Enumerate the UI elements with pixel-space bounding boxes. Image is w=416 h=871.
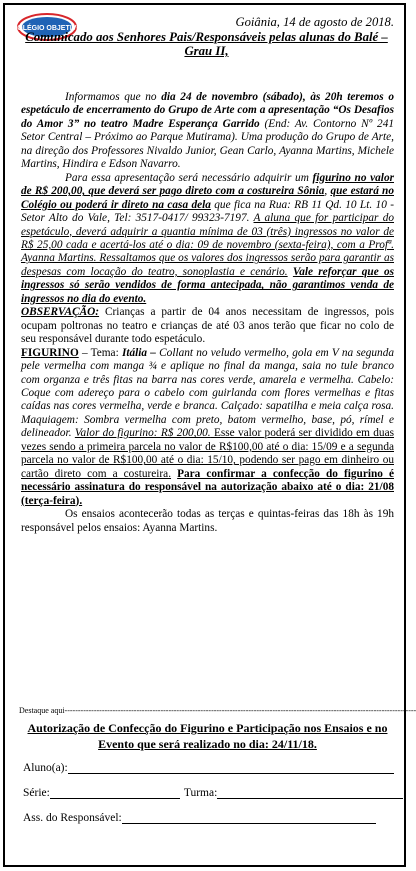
p2-advance-sale: Vale reforçar que os ingressos só serão vendidos de forma antecipada, não garantimos venda de ingressos no dia do evento. [21,265,395,305]
paragraph-costume: FIGURINO – Tema: Itália – Collant no veludo vermelho, gola em V na segunda pele vermelha com manga ¾ e aplique no final da manga, saia no tule branco com organza e três fitas na barra nas cores verde, amarela e vermelha. Cabelo: Coque com adereço para o cabelo com guirlanda com flores vermelhas e fitas caídas nas cores vermelha, verde e branca. Calçado: sapatilha e meia calça rosa. Maquiagem: Sombra vermelha com preto, batom vermelho, base, pó, rímel e delineador. Valor do figurino: R$ 200,00. Esse valor poderá ser dividido em duas vezes sendo a primeira parcela no valor de R$100,00 até o dia: 15/09 e a segunda parcela no valor de R$100,00 até o dia: 15/10, podendo ser pago em dinheiro ou cartão direto com a costureira. Para confirmar a confecção do figurino é necessário assinatura do responsável na autorização abaixo até o dia: 21/08 (terça-feira). [21,346,394,507]
signature-field[interactable] [122,811,376,824]
grade-class-row [23,786,403,799]
costume-description: Collant no veludo vermelho, gola em V na segunda pele vermelha com manga ¾ e aplique no final da manga, saia no tule branco com organza e três fitas na barra nas cores verde, amarela e vermelha. Cabelo: Coque com adereço para o cabelo com guirlanda com flores vermelhas e fitas caídas nas cores vermelha, verde e branca. Calçado: sapatilha e meia calça rosa. Maquiagem: Sombra vermelha com preto, batom vermelho, base, pó, rímel e delineador. [21,346,394,440]
grade-label: Série: [23,787,50,799]
student-name-row [23,761,394,774]
paragraph-observation [21,306,394,346]
authorization-title: Autorização de Confecção do Figurino e Participação nos Ensaios e no Evento que será realizado no dia: 24/11/18. [27,721,388,751]
svg-text:COLÉGIO OBJETIVO: COLÉGIO OBJETIVO [12,25,82,32]
cut-here-line: Destaque aqui------------------------------------------------------------------------------------------------------------------------------------ [19,706,416,715]
signature-label: Ass. do Responsável: [23,812,122,824]
p2-seamstress: que estará no Colégio ou poderá ir direto na casa dela [21,185,394,211]
grade-field[interactable] [50,786,180,799]
costume-price: Valor do figurino: R$ 200,00. [74,427,211,440]
class-field[interactable] [217,786,403,799]
costume-theme: Itália – [121,346,156,359]
costume-installments: Esse valor poderá ser dividido em duas vezes sendo a primeira parcela no valor de R$100,00 até o dia: 15/09 e a segunda parcela no valor de R$100,00 até o dia: 15/10, podendo ser pago em dinheiro ou cartão direto com a costureira. [21,427,394,480]
p2-tickets: A aluna que for participar do espetáculo, deverá adquirir a quantia mínima de 03 (três) ingressos no valor de R$ 25,00 cada e acertá-los até o dia: 09 de novembro (sexta-feira), com a Profª. Ayanna Martins. Ressaltamos que os valores dos ingressos serão para garantir as despesas com locação do teatro, sonoplastia e cenário. [21,212,394,278]
signature-row [23,811,376,824]
p2-costume-price: figurino no valor de R$ 200,00, que deverá ser pago direto com a costureira Sônia [21,171,394,198]
letter-body [21,91,394,535]
paragraph-rehearsals: Os ensaios acontecerão todas as terças e quintas-feiras das 18h às 19h responsável pelos ensaios: Ayanna Martins. [21,508,394,534]
letter-date: Goiânia, 14 de agosto de 2018. [235,15,394,29]
paragraph-event [21,91,394,172]
letter-title: Comunicado aos Senhores Pais/Responsáveis pelas alunas do Balé – Grau II, [25,30,388,58]
student-name-field[interactable] [68,761,394,774]
p1-intro: Informamos que no [65,91,162,103]
observation-label: OBSERVAÇÃO: [21,306,100,319]
p2-address: que fica na Rua: RB 11 Qd. 10 Lt. 10 - Setor Alto do Vale, Tel: 3517-0417/ 99323-7197. [21,198,394,225]
p2-intro: Para essa apresentação será necessário adquirir um [65,171,313,184]
observation-text: Crianças a partir de 04 anos necessitam de ingressos, pois ocupam poltronas no teatro e crianças de até 03 anos terão que ficar no colo de seu responsável durante todo espetáculo. [21,306,394,346]
costume-label: FIGURINO [21,346,79,359]
class-label: Turma: [183,787,218,799]
student-name-label: Aluno(a): [23,762,68,774]
notice-sheet [3,3,416,867]
paragraph-costume-tickets: Para essa apresentação será necessário adquirir um figurino no valor de R$ 200,00, que deverá ser pago direto com a costureira Sônia, que estará no Colégio ou poderá ir direto na casa dela que fica na Rua: RB 11 Qd. 10 Lt. 10 - Setor Alto do Vale, Tel: 3517-0417/ 99323-7197. A aluna que for participar do espetáculo, deverá adquirir a quantia mínima de 03 (três) ingressos no valor de R$ 25,00 cada e acertá-los até o dia: 09 de novembro (sexta-feira), com a Profª. Ayanna Martins. Ressaltamos que os valores dos ingressos serão para garantir as despesas com locação do teatro, sonoplastia e cenário. Vale reforçar que os ingressos só serão vendidos de forma antecipada, não garantimos venda de ingressos no dia do evento. [21,171,395,305]
p1-event: dia 24 de novembro (sábado), às 20h teremos o espetáculo de encerramento do Grupo de Arte com a apresentação “Os Desafios do Amor 3” no teatro Madre Esperança Garrido [21,91,394,130]
p1-address: (End: Av. Contorno Nº 241 Setor Central – Próximo ao Parque Mutirama). Uma produção do Grupo de Arte, na direção dos Professores Nivaldo Junior, Gean Carlo, Ayanna Martins, Michele Martins, Hindira e Edson Navarro. [21,117,394,171]
costume-confirmation: Para confirmar a confecção do figurino é necessário assinatura do responsável na autorização abaixo até o dia: 21/08 (terça-feira). [21,467,394,507]
